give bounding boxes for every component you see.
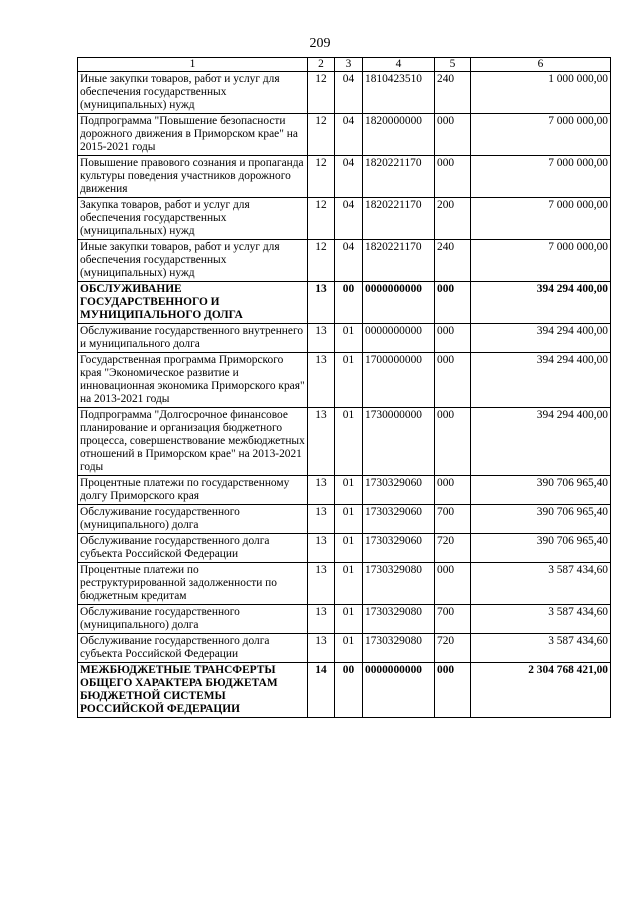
cell-expense-type: 720	[435, 634, 471, 663]
cell-expense-type: 720	[435, 534, 471, 563]
cell-target-code: 1820000000	[363, 114, 435, 156]
table-body	[78, 72, 611, 718]
cell-name: Иные закупки товаров, работ и услуг для обеспечения государственных (муниципальных) нужд	[78, 240, 308, 282]
cell-name: Иные закупки товаров, работ и услуг для обеспечения государственных (муниципальных) нужд	[78, 72, 308, 114]
cell-expense-type: 240	[435, 72, 471, 114]
cell-target-code: 0000000000	[363, 282, 435, 324]
budget-table	[77, 57, 611, 718]
column-header-name: 1	[78, 58, 308, 72]
cell-target-code: 1700000000	[363, 353, 435, 408]
cell-subsection: 01	[335, 534, 363, 563]
cell-sum: 390 706 965,40	[471, 476, 611, 505]
column-header-section: 2	[308, 58, 335, 72]
cell-expense-type: 000	[435, 353, 471, 408]
cell-expense-type: 200	[435, 198, 471, 240]
cell-subsection: 04	[335, 156, 363, 198]
table-row	[78, 408, 611, 476]
cell-expense-type: 240	[435, 240, 471, 282]
cell-section: 13	[308, 324, 335, 353]
cell-sum: 394 294 400,00	[471, 324, 611, 353]
cell-name: Обслуживание государственного долга субъекта Российской Федерации	[78, 534, 308, 563]
cell-expense-type: 000	[435, 156, 471, 198]
cell-subsection: 04	[335, 72, 363, 114]
cell-section: 13	[308, 605, 335, 634]
cell-target-code: 1730329080	[363, 563, 435, 605]
cell-sum: 390 706 965,40	[471, 534, 611, 563]
cell-sum: 3 587 434,60	[471, 634, 611, 663]
cell-subsection: 04	[335, 114, 363, 156]
cell-section: 13	[308, 476, 335, 505]
cell-target-code: 1820221170	[363, 156, 435, 198]
cell-target-code: 1730329060	[363, 505, 435, 534]
cell-subsection: 00	[335, 282, 363, 324]
cell-section: 12	[308, 156, 335, 198]
table-row	[78, 505, 611, 534]
cell-target-code: 1810423510	[363, 72, 435, 114]
cell-subsection: 01	[335, 476, 363, 505]
cell-sum: 394 294 400,00	[471, 408, 611, 476]
cell-target-code: 1730329080	[363, 605, 435, 634]
cell-name: Обслуживание государственного (муниципального) долга	[78, 505, 308, 534]
cell-name: Государственная программа Приморского края "Экономическое развитие и инновационная экономика Приморского края" на 2013-2021 годы	[78, 353, 308, 408]
cell-sum: 3 587 434,60	[471, 605, 611, 634]
column-header-subsection: 3	[335, 58, 363, 72]
cell-subsection: 01	[335, 605, 363, 634]
table-row	[78, 476, 611, 505]
cell-section: 14	[308, 663, 335, 718]
table-row	[78, 282, 611, 324]
cell-expense-type: 000	[435, 663, 471, 718]
cell-name: Подпрограмма "Долгосрочное финансовое планирование и организация бюджетного процесса, совершенствование межбюджетных отношений в Приморском крае" на 2013-2021 годы	[78, 408, 308, 476]
cell-name: Обслуживание государственного (муниципального) долга	[78, 605, 308, 634]
cell-section: 13	[308, 505, 335, 534]
cell-section: 12	[308, 198, 335, 240]
cell-sum: 2 304 768 421,00	[471, 663, 611, 718]
cell-target-code: 1730329080	[363, 634, 435, 663]
cell-name: Обслуживание государственного долга субъекта Российской Федерации	[78, 634, 308, 663]
cell-name: Повышение правового сознания и пропаганда культуры поведения участников дорожного движения	[78, 156, 308, 198]
cell-subsection: 01	[335, 353, 363, 408]
cell-target-code: 1820221170	[363, 240, 435, 282]
cell-target-code: 0000000000	[363, 324, 435, 353]
cell-expense-type: 000	[435, 476, 471, 505]
column-header-expense-type: 5	[435, 58, 471, 72]
cell-expense-type: 000	[435, 114, 471, 156]
cell-sum: 390 706 965,40	[471, 505, 611, 534]
cell-subsection: 01	[335, 324, 363, 353]
table-row	[78, 605, 611, 634]
cell-target-code: 0000000000	[363, 663, 435, 718]
table-header-row	[78, 58, 611, 72]
cell-section: 13	[308, 353, 335, 408]
cell-sum: 3 587 434,60	[471, 563, 611, 605]
cell-name: Процентные платежи по государственному долгу Приморского края	[78, 476, 308, 505]
cell-sum: 7 000 000,00	[471, 156, 611, 198]
page-number: 209	[309, 36, 331, 51]
table-row	[78, 198, 611, 240]
cell-subsection: 04	[335, 198, 363, 240]
cell-expense-type: 000	[435, 408, 471, 476]
cell-section: 13	[308, 408, 335, 476]
cell-subsection: 01	[335, 634, 363, 663]
cell-section: 13	[308, 634, 335, 663]
cell-subsection: 04	[335, 240, 363, 282]
cell-section: 12	[308, 72, 335, 114]
cell-sum: 7 000 000,00	[471, 240, 611, 282]
cell-section: 13	[308, 563, 335, 605]
cell-expense-type: 000	[435, 563, 471, 605]
cell-subsection: 01	[335, 563, 363, 605]
cell-sum: 7 000 000,00	[471, 114, 611, 156]
table-row	[78, 72, 611, 114]
cell-expense-type: 000	[435, 282, 471, 324]
cell-subsection: 00	[335, 663, 363, 718]
cell-section: 12	[308, 114, 335, 156]
cell-section: 13	[308, 282, 335, 324]
table-row	[78, 240, 611, 282]
cell-target-code: 1820221170	[363, 198, 435, 240]
cell-name: Процентные платежи по реструктурированной задолженности по бюджетным кредитам	[78, 563, 308, 605]
table-row	[78, 156, 611, 198]
cell-name: Закупка товаров, работ и услуг для обеспечения государственных (муниципальных) нужд	[78, 198, 308, 240]
table-row	[78, 663, 611, 718]
cell-section: 13	[308, 534, 335, 563]
column-header-sum: 6	[471, 58, 611, 72]
column-header-target-code: 4	[363, 58, 435, 72]
cell-section: 12	[308, 240, 335, 282]
cell-sum: 7 000 000,00	[471, 198, 611, 240]
cell-name: Обслуживание государственного внутреннего и муниципального долга	[78, 324, 308, 353]
cell-expense-type: 700	[435, 605, 471, 634]
table-row	[78, 563, 611, 605]
cell-sum: 1 000 000,00	[471, 72, 611, 114]
table-row	[78, 353, 611, 408]
cell-sum: 394 294 400,00	[471, 282, 611, 324]
cell-expense-type: 700	[435, 505, 471, 534]
cell-target-code: 1730329060	[363, 534, 435, 563]
cell-subsection: 01	[335, 408, 363, 476]
cell-name: Подпрограмма "Повышение безопасности дорожного движения в Приморском крае" на 2015-2021 годы	[78, 114, 308, 156]
table-row	[78, 534, 611, 563]
cell-name: МЕЖБЮДЖЕТНЫЕ ТРАНСФЕРТЫ ОБЩЕГО ХАРАКТЕРА БЮДЖЕТАМ БЮДЖЕТНОЙ СИСТЕМЫ РОССИЙСКОЙ ФЕДЕРАЦИИ	[78, 663, 308, 718]
cell-name: ОБСЛУЖИВАНИЕ ГОСУДАРСТВЕННОГО И МУНИЦИПАЛЬНОГО ДОЛГА	[78, 282, 308, 324]
table-row	[78, 324, 611, 353]
cell-subsection: 01	[335, 505, 363, 534]
table-row	[78, 634, 611, 663]
cell-target-code: 1730000000	[363, 408, 435, 476]
cell-expense-type: 000	[435, 324, 471, 353]
cell-sum: 394 294 400,00	[471, 353, 611, 408]
cell-target-code: 1730329060	[363, 476, 435, 505]
table-row	[78, 114, 611, 156]
